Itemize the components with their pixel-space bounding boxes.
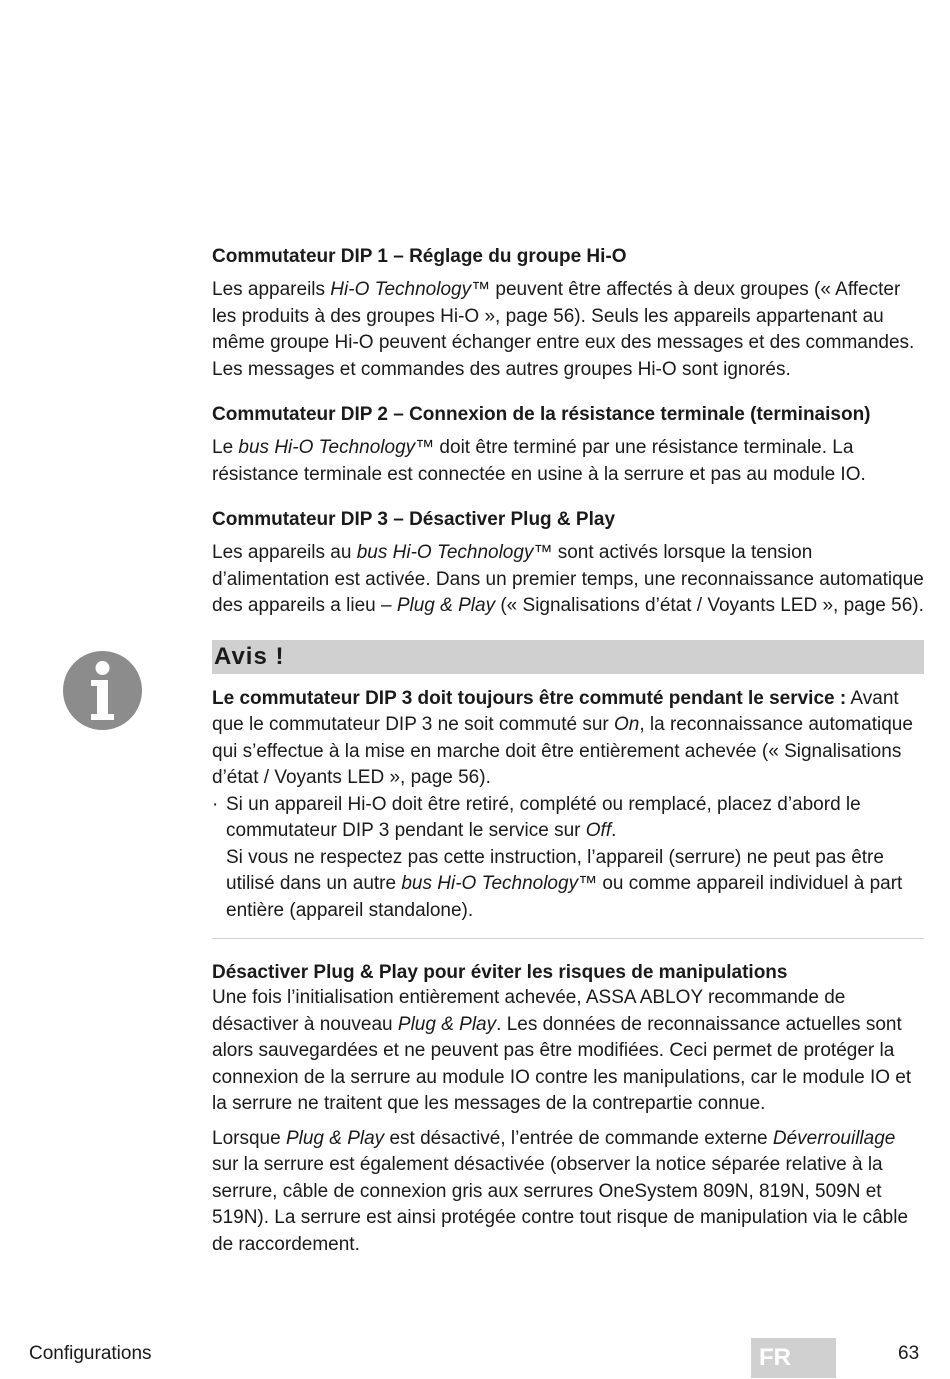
bullet-marker: · [212, 793, 219, 815]
italic-run: bus Hi-O Technology [401, 873, 579, 894]
text-run: ™ peuvent être affectés à deux groupes (« Affecter les produits à des groupes Hi-O », page 56). Seuls les appareils appartenant au même groupe Hi-O peuvent échanger entre eux des messages et des commandes. Les messages et commandes des autres groupes Hi-O sont ignorés. [212, 279, 915, 380]
text-run: est désactivé, l’entrée de commande externe [384, 1127, 773, 1149]
page-content [212, 245, 924, 1258]
section-paragraph [212, 985, 924, 1118]
section-paragraph [212, 540, 924, 620]
notice-box [212, 640, 924, 940]
footer-section-name: Configurations [29, 1343, 152, 1364]
page-number: 63 [898, 1343, 920, 1364]
italic-run: Déverrouillage [772, 1127, 896, 1149]
text-run: Le [212, 437, 239, 458]
italic-run: Plug & Play [285, 1127, 385, 1149]
bullet-content [226, 792, 924, 925]
section-heading: Commutateur DIP 3 – Désactiver Plug & Play [212, 509, 616, 530]
text-run: . [611, 820, 617, 841]
language-label: FR [759, 1344, 791, 1371]
italic-run: Off [585, 820, 612, 841]
section-heading: Commutateur DIP 1 – Réglage du groupe Hi-O [212, 246, 627, 267]
section-paragraph [212, 277, 924, 383]
italic-run: Plug & Play [396, 595, 496, 616]
italic-run: Plug & Play [397, 1013, 497, 1035]
text-run: (« Signalisations d’état / Voyants LED », page 56). [495, 595, 924, 616]
section-heading: Désactiver Plug & Play pour éviter les risques de manipulations [212, 962, 788, 983]
text-run: ™ sont activés lorsque la tension d’alimentation est activée. Dans un premier temps, une reconnaissance automatique des appareils a lieu – [212, 542, 924, 616]
italic-run: bus Hi-O Technology [356, 542, 534, 563]
text-run: . Les données de reconnaissance actuelles sont alors sauvegardées et ne peuvent pas être modifiées. Ceci permet de protéger la connexion de la serrure au module IO contre les manipulations, car le module IO et la serrure ne traitent que les messages de la contrepartie connue. [212, 1013, 912, 1114]
text-run: sur la serrure est également désactivée (observer la notice séparée relative à la serrure, câble de connexion gris aux serrures OneSystem 809N, 819N, 509N et 519N). La serrure est ainsi protégée contre tout risque de manipulation via le câble de raccordement. [212, 1154, 909, 1255]
section-paragraph [212, 435, 924, 488]
text-run: Avant que le commutateur DIP 3 ne soit commuté sur [212, 687, 899, 735]
text-run: Si un appareil Hi-O doit être retiré, complété ou remplacé, placez d’abord le commutateur DIP 3 pendant le service sur [226, 793, 861, 841]
text-run: ™ ou comme appareil individuel à part entière (appareil standalone). [226, 873, 903, 921]
italic-run: bus Hi-O Technology [238, 437, 416, 458]
italic-run: On [614, 714, 640, 735]
notice-body [212, 686, 924, 925]
bullet-line [226, 845, 924, 925]
notice-header [212, 640, 924, 674]
notice-title: Avis ! [214, 642, 285, 670]
section-heading: Commutateur DIP 2 – Connexion de la résistance terminale (terminaison) [212, 404, 871, 425]
bold-run: Le commutateur DIP 3 doit toujours être commuté pendant le service : [212, 687, 847, 709]
text-run: Si vous ne respectez pas cette instruction, l’appareil (serrure) ne peut pas être utilisé dans un autre [226, 846, 884, 894]
text-run: Les appareils au [212, 542, 357, 563]
notice-lead [212, 686, 924, 792]
text-run: Les appareils [212, 279, 331, 300]
text-run: Une fois l’initialisation entièrement achevée, ASSA ABLOY recommande de désactiver à nouveau [212, 987, 846, 1035]
notice-divider [212, 938, 924, 939]
section-plug-play [212, 961, 924, 1258]
language-tab [751, 1338, 836, 1378]
italic-run: Hi-O Technology [330, 279, 472, 300]
notice-bullet [212, 792, 924, 925]
info-icon [63, 651, 142, 730]
text-run: , la reconnaissance automatique qui s’effectue à la mise en marche doit être entièrement achevée (« Signalisations d’état / Voyants LED », page 56). [212, 714, 913, 788]
text-run: Lorsque [212, 1127, 286, 1149]
section-paragraph [212, 1126, 924, 1259]
section-dip3 [212, 508, 924, 620]
text-run: ™ doit être terminé par une résistance terminale. La résistance terminale est connectée en usine à la serrure et pas au module IO. [212, 437, 866, 485]
section-dip1 [212, 245, 924, 383]
section-dip2 [212, 403, 924, 488]
bullet-line [226, 792, 924, 845]
